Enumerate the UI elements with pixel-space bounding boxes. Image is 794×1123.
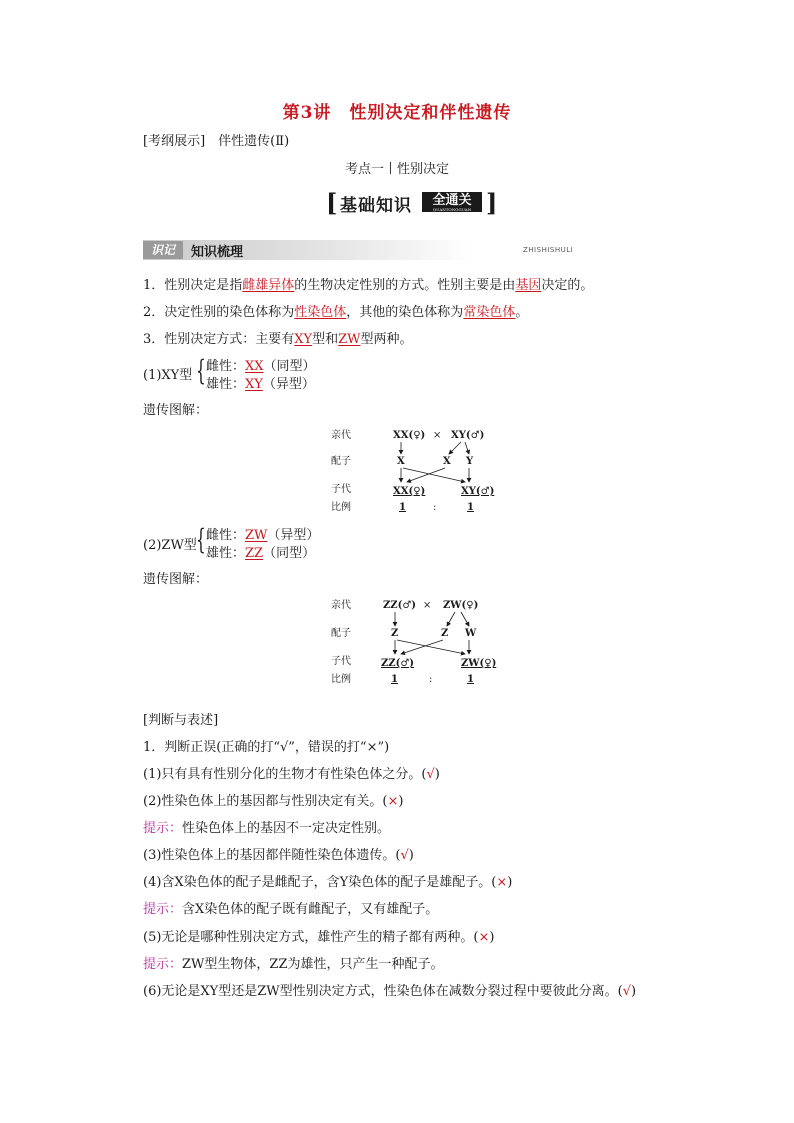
item-1-answer-2: 基因: [515, 278, 542, 293]
item-3: [143, 331, 413, 349]
section-label: 知识梳理: [191, 245, 244, 260]
zw-gamete-1: Z: [391, 628, 399, 639]
judge-header: [判断与表述]: [143, 713, 219, 728]
zw-gamete-2: Z: [441, 628, 449, 639]
banner-box-sub: QUANTONGGUAN: [432, 207, 472, 212]
xy-arrows: [401, 442, 469, 482]
xy-female-value: XX: [245, 359, 264, 374]
item-3-text-mid: 型和: [312, 332, 339, 347]
section-bar: [143, 240, 647, 260]
zw-male-label: 雄性：: [206, 546, 246, 561]
judge-q5-close: ): [489, 930, 495, 945]
zw-arrows: [395, 612, 469, 654]
item-3-answer-2: ZW: [338, 332, 361, 347]
zw-ratio-2: 1: [467, 674, 474, 685]
zw-offspring-2: ZW(♀): [461, 658, 497, 669]
page-title: 第3讲 性别决定和伴性遗传: [282, 103, 512, 123]
xy-male-value: XY: [245, 377, 263, 392]
zw-cross: ×: [423, 600, 432, 611]
xy-female-note: （同型）: [263, 359, 316, 374]
judge-intro: 1．判断正误(正确的打“√”，错误的打“×”): [143, 740, 390, 755]
zw-type-label: (2)ZW型: [143, 538, 197, 553]
xy-gamete-2: X: [443, 456, 451, 467]
item-1: [143, 277, 593, 295]
judge-hint-4: [143, 901, 438, 919]
xy-cross: ×: [433, 430, 442, 441]
xy-type-label: (1)XY型: [143, 368, 193, 383]
judge-q4-text: (4)含X染色体的配子是雌配子，含Y染色体的配子是雄配子。(: [143, 875, 497, 890]
xy-parent-2: XY(♂): [451, 430, 485, 441]
judge-q6: [143, 983, 636, 1001]
judge-q1-close: ): [434, 767, 440, 782]
zw-gamete-3: W: [465, 628, 477, 639]
zw-female-label: 雌性：: [206, 528, 246, 543]
hint-label: 提示：: [143, 957, 183, 972]
banner-box-text: 全通关: [432, 193, 472, 208]
check-mark-icon: √: [426, 767, 435, 782]
judge-q4-close: ): [507, 875, 513, 890]
xy-male-label: 雄性：: [206, 377, 246, 392]
xy-brace-icon: {: [196, 354, 206, 387]
cross-mark-icon: ×: [496, 875, 508, 890]
xy-offspring-1: XX(♀): [393, 486, 426, 497]
judge-q2-text: (2)性染色体上的基因都与性别决定有关。(: [143, 794, 388, 809]
section-banner: [326, 190, 496, 216]
xy-offspring-2: XY(♂): [461, 486, 495, 497]
judge-q6-close: ): [631, 984, 637, 999]
xy-ratio-colon: :: [433, 502, 437, 513]
section-tag: 识记: [143, 241, 183, 259]
item-1-text: 1．性别决定是指: [143, 278, 243, 293]
judge-hint-2: [143, 820, 390, 838]
hint-text: 含X染色体的配子既有雌配子，又有雄配子。: [182, 902, 439, 917]
item-1-text-mid: 的生物决定性别的方式。性别主要是由: [294, 278, 516, 293]
xy-female: [206, 358, 316, 376]
zw-inheritance-diagram: [325, 594, 505, 686]
hint-text: ZW型生物体，ZZ为雄性，只产生一种配子。: [182, 957, 444, 972]
xy-row-ratio: 比例: [331, 502, 351, 513]
item-3-answer-1: XY: [294, 332, 313, 347]
item-2-text-end: 。: [515, 305, 529, 320]
banner-left-bracket: [: [326, 188, 338, 217]
zw-row-parent: 亲代: [331, 600, 351, 611]
outline-label: [考纲展示]: [143, 134, 206, 149]
item-1-answer-1: 雌雄异体: [242, 278, 295, 293]
zw-female-value: ZW: [245, 528, 268, 543]
xy-row-offspring: 子代: [331, 484, 351, 495]
judge-q4: [143, 874, 512, 892]
zw-ratio-colon: :: [429, 674, 433, 685]
banner-text: 基础知识: [340, 196, 412, 216]
zw-male-note: （同型）: [263, 546, 316, 561]
outline-line: [143, 133, 289, 151]
item-2-text-mid: ，其他的染色体称为: [346, 305, 464, 320]
section-pinyin: ZHISHISHULI: [523, 246, 574, 254]
judge-q1: [143, 766, 440, 784]
zw-brace-icon: {: [196, 523, 206, 556]
zw-row-offspring: 子代: [331, 656, 351, 667]
judge-hint-5: [143, 956, 443, 974]
zw-male: [206, 545, 315, 563]
banner-right-bracket: ]: [486, 188, 498, 217]
hint-label: 提示：: [143, 821, 183, 836]
xy-female-label: 雌性：: [206, 359, 246, 374]
judge-q3-close: ): [408, 848, 414, 863]
banner-box: [422, 192, 482, 212]
diagram-label-1: 遗传图解：: [143, 403, 209, 418]
zw-parent-2: ZW(♀): [443, 600, 479, 611]
judge-q1-text: (1)只有具有性别分化的生物才有性染色体之分。(: [143, 767, 427, 782]
xy-inheritance-diagram: [325, 424, 505, 516]
zw-male-value: ZZ: [245, 546, 264, 561]
xy-row-parent: 亲代: [331, 430, 351, 441]
xy-ratio-1: 1: [399, 502, 406, 513]
item-2-answer-1: 性染色体: [294, 305, 347, 320]
zw-female-note: （异型）: [267, 528, 320, 543]
xy-gamete-1: X: [397, 456, 405, 467]
zw-ratio-1: 1: [391, 674, 398, 685]
judge-q6-text: (6)无论是XY型还是ZW型性别决定方式，性染色体在减数分裂过程中要彼此分离。(: [143, 984, 623, 999]
diagram-label-2: 遗传图解：: [143, 572, 209, 587]
item-3-text-end: 型两种。: [360, 332, 413, 347]
xy-row-gamete: 配子: [331, 456, 351, 467]
judge-q5: [143, 929, 494, 947]
judge-q5-text: (5)无论是哪种性别决定方式，雄性产生的精子都有两种。(: [143, 930, 479, 945]
item-3-text: 3．性别决定方式：主要有: [143, 332, 295, 347]
item-2-answer-2: 常染色体: [463, 305, 516, 320]
judge-q3: [143, 847, 414, 865]
judge-q3-text: (3)性染色体上的基因都伴随性染色体遗传。(: [143, 848, 401, 863]
zw-row-gamete: 配子: [331, 628, 351, 639]
item-1-text-end: 决定的。: [541, 278, 594, 293]
outline-text: 伴性遗传(Ⅱ): [218, 134, 290, 149]
xy-male-note: （异型）: [262, 377, 315, 392]
item-2: [143, 304, 528, 322]
cross-mark-icon: ×: [478, 930, 490, 945]
judge-q2: [143, 793, 403, 811]
kaodian-heading: 考点一丨性别决定: [344, 162, 449, 177]
check-mark-icon: √: [400, 848, 409, 863]
xy-parent-1: XX(♀): [393, 430, 426, 441]
judge-q2-close: ): [398, 794, 404, 809]
zw-parent-1: ZZ(♂): [383, 600, 417, 611]
item-2-text: 2．决定性别的染色体称为: [143, 305, 295, 320]
zw-row-ratio: 比例: [331, 674, 351, 685]
xy-gamete-3: Y: [466, 456, 474, 467]
xy-male: [206, 376, 315, 394]
cross-mark-icon: ×: [387, 794, 399, 809]
zw-offspring-1: ZZ(♂): [381, 658, 415, 669]
check-mark-icon: √: [622, 984, 632, 999]
xy-ratio-2: 1: [467, 502, 474, 513]
zw-female: [206, 527, 319, 545]
hint-text: 性染色体上的基因不一定决定性别。: [182, 821, 391, 836]
hint-label: 提示：: [143, 902, 183, 917]
